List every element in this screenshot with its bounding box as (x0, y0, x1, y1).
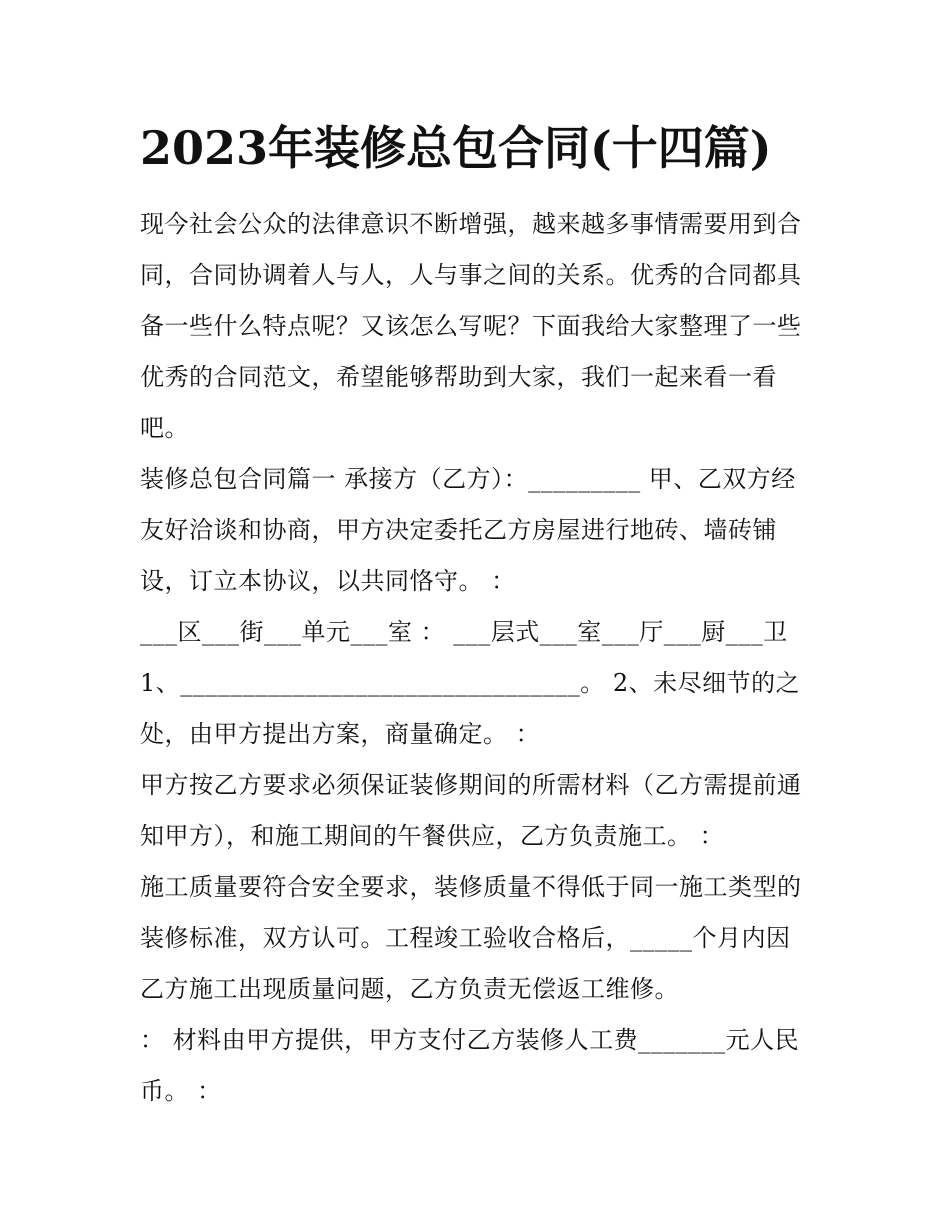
body-line-14: 施工质量要符合安全要求，装修质量不得低于同一施工类型的 (140, 873, 802, 901)
body-line-4: 优秀的合同范文，希望能够帮助到大家，我们一起来看一看 (140, 363, 777, 391)
body-line-10: 1、________________________________。 2、未尽细节的之 (140, 669, 801, 697)
body-line-11: 处，由甲方提出方案，商量确定。 ： (140, 720, 541, 748)
document-title: 2023年装修总包合同(十四篇) (140, 121, 772, 175)
body-line-1: 现今社会公众的法律意识不断增强，越来越多事情需要用到合 (140, 210, 802, 238)
body-line-12: 甲方按乙方要求必须保证装修期间的所需材料（乙方需提前通 (140, 771, 802, 799)
body-line-6: 装修总包合同篇一 承接方（乙方）：_________ 甲、乙双方经 (140, 465, 796, 493)
body-line-8: 设，订立本协议，以共同恪守。 ： (140, 567, 516, 595)
body-line-7: 友好洽谈和协商，甲方决定委托乙方房屋进行地砖、墙砖铺 (140, 516, 777, 544)
body-line-2: 同，合同协调着人与人，人与事之间的关系。优秀的合同都具 (140, 261, 802, 289)
body-line-18: 币。 ： (140, 1077, 222, 1105)
body-line-17: ： 材料由甲方提供，甲方支付乙方装修人工费_______元人民 (140, 1026, 800, 1054)
body-line-9: ___区___街___单元___室 ： ___层式___室___厅___厨___卫 (140, 618, 788, 646)
body-line-16: 乙方施工出现质量问题，乙方负责无偿返工维修。 (140, 975, 679, 1003)
body-line-3: 备一些什么特点呢？又该怎么写呢？下面我给大家整理了一些 (140, 312, 802, 340)
body-line-5: 吧。 (140, 414, 189, 442)
body-line-13: 知甲方），和施工期间的午餐供应，乙方负责施工。 ： (140, 822, 725, 850)
body-line-15: 装修标准，双方认可。工程竣工验收合格后，_____个月内因 (140, 924, 791, 952)
